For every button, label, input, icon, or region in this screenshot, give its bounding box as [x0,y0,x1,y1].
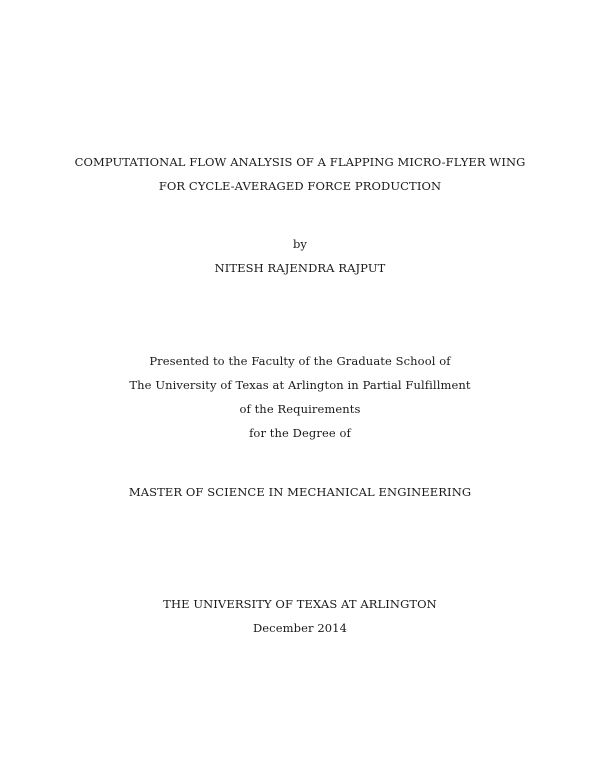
thesis-title-line-1: COMPUTATIONAL FLOW ANALYSIS OF A FLAPPING MICRO-FLYER WING [74,155,526,169]
presented-line-1: Presented to the Faculty of the Graduate School of [149,354,451,368]
author-name: NITESH RAJENDRA RAJPUT [214,261,386,275]
thesis-title-line-2: FOR CYCLE-AVERAGED FORCE PRODUCTION [158,179,442,193]
degree-name: MASTER OF SCIENCE IN MECHANICAL ENGINEERING [128,485,472,499]
university-name: THE UNIVERSITY OF TEXAS AT ARLINGTON [163,597,437,611]
presented-line-2: The University of Texas at Arlington in Partial Fulfillment [129,378,471,392]
date: December 2014 [252,621,348,635]
presented-line-4: for the Degree of [249,426,351,440]
by-label: by [292,237,308,251]
presented-line-3: of the Requirements [239,402,361,416]
